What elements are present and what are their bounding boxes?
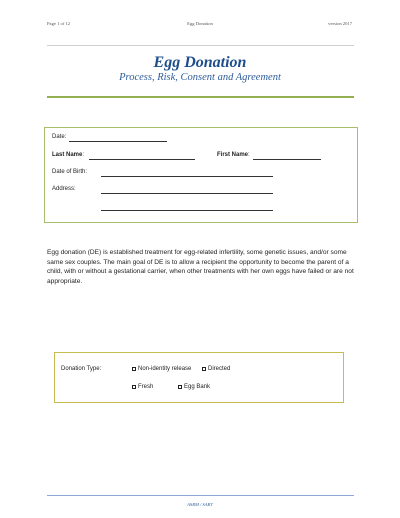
header-version: version 2017: [328, 21, 352, 26]
intro-paragraph: Egg donation (DE) is established treatment for egg-related infertility, some genetic issues, and/or some same sex couples. The main goal of DE is to allow a recipient the opportunity to become the parent of a child, with or without a gestational carrier, when other treatments with her own eggs have failed or are not appropriate.: [47, 249, 354, 285]
header-page-number: Page 1 of 12: [47, 21, 71, 26]
first-name-field[interactable]: [253, 159, 321, 160]
last-name-label: Last Name:: [52, 152, 85, 158]
option-directed[interactable]: Directed: [202, 365, 230, 373]
last-name-field[interactable]: [89, 159, 195, 160]
option-non-identity-release[interactable]: Non-identity release: [132, 365, 191, 373]
checkbox-icon[interactable]: [132, 367, 136, 371]
footer-divider: [47, 495, 354, 496]
donation-type-box: [54, 352, 344, 403]
option-fresh[interactable]: Fresh: [132, 383, 153, 391]
title-divider: [47, 96, 354, 98]
donation-type-label: Donation Type:: [61, 366, 102, 372]
checkbox-icon[interactable]: [132, 385, 136, 389]
checkbox-icon[interactable]: [202, 367, 206, 371]
date-field[interactable]: [69, 141, 167, 142]
first-name-label: First Name:: [217, 152, 250, 158]
header-divider: [47, 45, 354, 46]
address-field-line-2[interactable]: [101, 210, 273, 211]
dob-label: Date of Birth:: [52, 169, 88, 175]
option-egg-bank[interactable]: Egg Bank: [178, 383, 210, 391]
date-label: Date:: [52, 134, 67, 140]
footer-text: ASRM / SART: [187, 502, 213, 507]
checkbox-icon[interactable]: [178, 385, 182, 389]
dob-field[interactable]: [101, 176, 273, 177]
document-subtitle: Process, Risk, Consent and Agreement: [119, 72, 281, 83]
address-label: Address:: [52, 186, 76, 192]
address-field-line-1[interactable]: [101, 193, 273, 194]
patient-info-box: [44, 127, 358, 223]
document-title: Egg Donation: [153, 54, 247, 71]
header-title: Egg Donation: [187, 21, 213, 26]
